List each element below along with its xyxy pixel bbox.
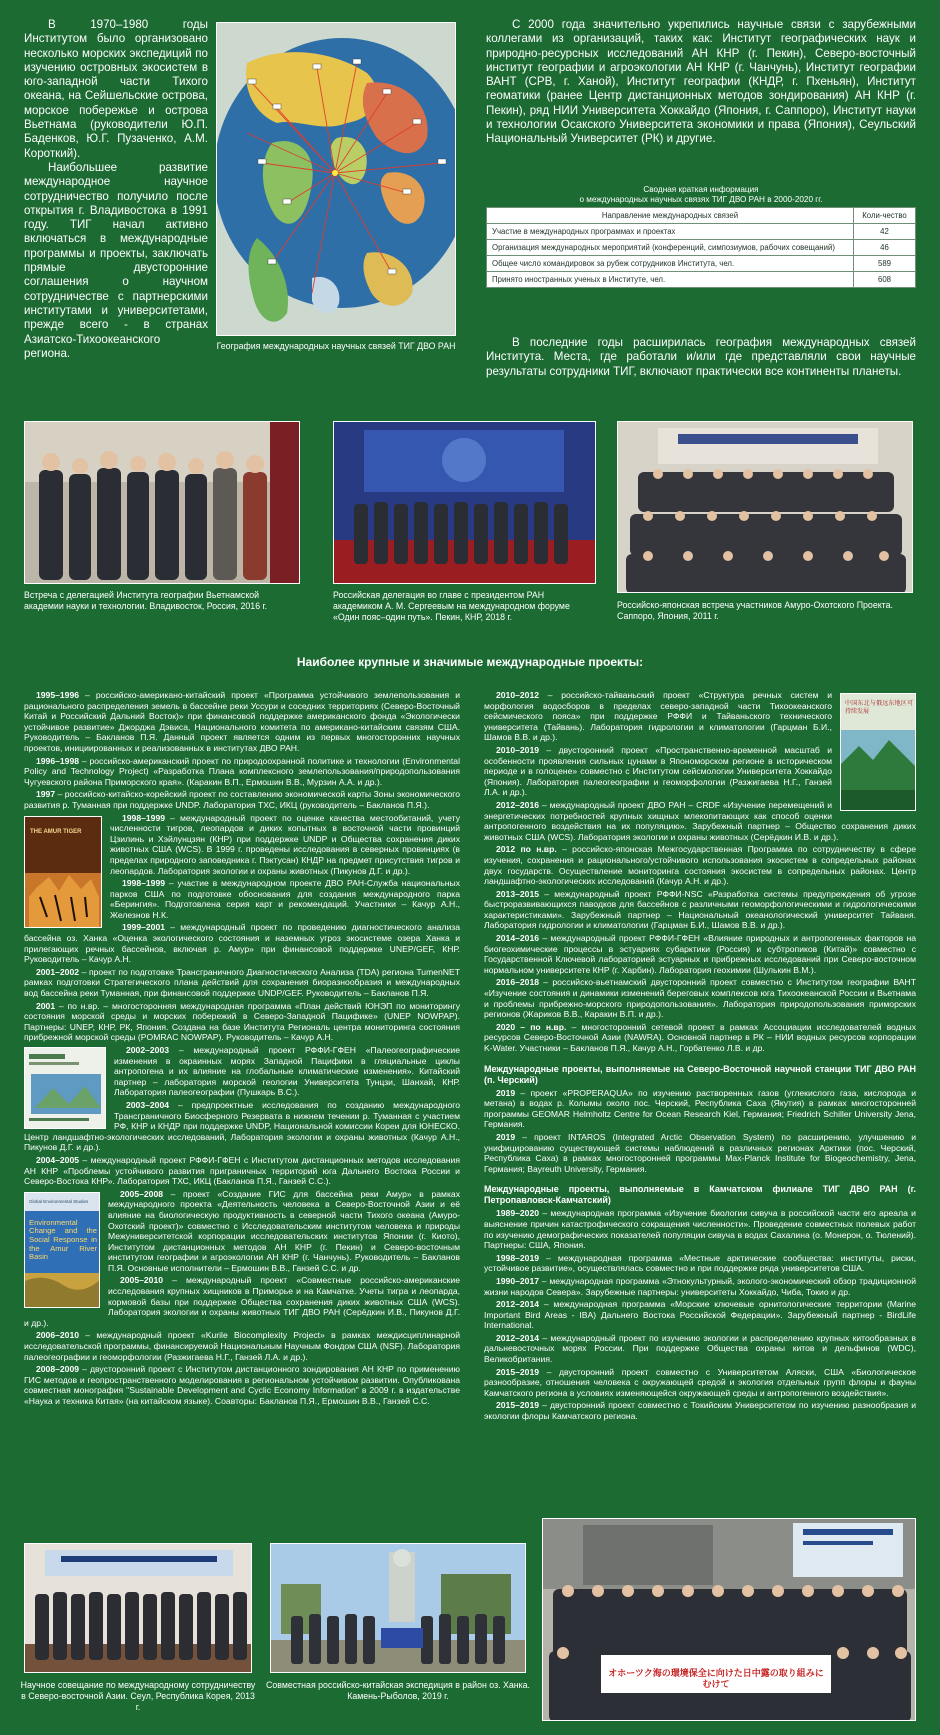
list-item: 2019 – проект INTAROS (Integrated Arctic Observation System) по расширению, улучшению и унифицированию существующей системы наблюдений в различных регионах Арктики (пос. Черский, Республика Саха) в рамках многосторонней программы Max-Planck Institute for Biogeochemistry, Jena, Германия; Bayreuth University, Германия. <box>484 1131 916 1174</box>
photo-caption-khanka: Совместная российско-китайская экспедиция в район оз. Ханка. Камень-Рыболов, 2019 г. <box>266 1680 530 1701</box>
photo-caption-beijing: Российская делегация во главе с президентом РАН академиком А. М. Сергеевым на международном форуме «Один пояс–один путь». Пекин, КНР, 2018 г. <box>333 590 570 622</box>
list-item: 2013–2015 – международный проект РФФИ-NSC «Разработка системы предупреждения об угрозе быстроразвивающихся паводков для бассейнов с различными геоморфологическими и гидрологическими характеристиками». Зарубежный партнер – Национальный океанологический университет Тайваня. Лаборатория гидрологии и климатологии (Гарцман Б.И., Шамов В.В. и др.). <box>484 888 916 931</box>
list-item: 1989–2020 – международная программа «Изучение биологии сивуча в российской части его ареала и выяснение причин катастрофического сокращения численности». Проведение совместных полевых работ по изучению демографических показателей популяции сивуча в водах Сахалина (о. Монерон, о. Тюлений). Партнеры: США, Япония. <box>484 1208 916 1251</box>
list-item: 2005–2010 – международный проект «Совместные российско-американские исследования крупных хищников в Приморье и на Камчатке. Учеты тигра и леопарда, кормовой базы при поддержке Общества сохранения диких животных США (WCS). Лаборатория экологии и охраны животных ТИГ ДВО РАН (Серёдкин И.В., Пикунов Д.Г. и др.). <box>24 1275 460 1328</box>
photo-vietnam-graphic <box>25 422 300 584</box>
table-cell-value: 42 <box>854 224 916 240</box>
table-cell-label: Участие в международных программах и проектах <box>487 224 854 240</box>
photo-beijing-forum <box>333 421 596 584</box>
list-item: 2012–2014 – международный проект по изучению экологии и распределению крупных китообразных в дальневосточных морях России. При поддержке Общества охраны китов и дельфинов (WDC), Великобритания. <box>484 1332 916 1365</box>
left-projects-list <box>24 690 460 1542</box>
chersky-section-title: Международные проекты, выполняемые на Северо-Восточной научной станции ТИГ ДВО РАН (п. Черский) <box>484 1063 916 1085</box>
table-row <box>487 224 916 240</box>
table-header-count: Коли-чество <box>854 208 916 224</box>
book-nowpap-cover <box>24 1047 106 1129</box>
intro-left-text <box>24 18 208 361</box>
list-item: 2015–2019 – двусторонний проект совместно с Токийским Университетом по изучению разнообразия и экологии флоры Камчатского региона. <box>484 1400 916 1422</box>
list-item: 1999–2001 – международный проект по проведению диагностического анализа бассейна оз. Ханка «Оценка экологического состояния и наземных угроз экосистеме озера Ханка и прилегающих речных бассейнов, включая р. Амур» при финансовой поддержке UNEP/GEF, КНР. Руководитель – Качур А.Н. <box>24 922 460 965</box>
list-item: 2015–2019 – двусторонний проект совместно с Университетом Аляски, США «Биологическое разнообразие, отношения человека с окружающей средой и экология отдельных групп флоры и фауны Камчатского региона в условиях изменяющейся окружающей среды и антропогенного воздействия». <box>484 1366 916 1398</box>
projects-heading: Наиболее крупные и значимые международные проекты: <box>296 655 644 669</box>
list-item: 2012–2016 – международный проект ДВО РАН – CRDF «Изучение перемещений и энергетических потребностей крупных хищных млекопитающих как способ оценки антропогенного воздействия на их популяцию». Зарубежный партнер – Общество сохранения диких животных США (WCS). Лаборатория экологии и охраны животных (Серёдкин И.В. и др.). <box>484 799 916 842</box>
photo-caption-seoul: Научное совещание по международному сотрудничеству в Северо-восточной Азии. Сеул, Республика Корея, 2013 г. <box>20 1680 256 1712</box>
okhotsk-banner-text: オホーツク海の環境保全に向けた日中露の取り組みにむけて <box>608 1669 824 1690</box>
geography-paragraph: В последние годы расширилась география международных связей Института. Места, где работали и/или где представляли свои научные результаты сотрудники ТИГ, включают практически все континенты планеты. <box>486 336 916 378</box>
table-row <box>487 240 916 256</box>
table-cell-label: Организация международных мероприятий (конференций, симпозиумов, рабочих совещаний) <box>487 240 854 256</box>
list-item: 2012 по н.вр. – российско-японская Межгосударственная Программа по сотрудничеству в сфере изучения, сохранения и рационального/устойчивого использования экосистем в сопредельных районах двух государств. Осуществление мониторинга состояния экосистем в сопредельных районах. Центр ландшафтно-экологических исследований (Качур А.Н. и др.). <box>484 844 916 887</box>
list-item: 1998–2019 – международная программа «Местные арктические сообщества: институты, риски, устойчивое развитие», осуществлялась совместно и при поддержке ряда университетов США. <box>484 1252 916 1274</box>
book-environmental-change-cover <box>24 1192 100 1308</box>
photo-caption-vietnam: Встреча с делегацией Института географии Вьетнамской академии науки и технологии. Владивосток, Россия, 2016 г. <box>24 590 268 611</box>
map-caption: География международных научных связей ТИГ ДВО РАН <box>216 341 456 351</box>
book-amur-tiger-title: THE AMUR TIGER <box>30 829 82 836</box>
table-cell-label: Общее число командировок за рубеж сотрудников Института, чел. <box>487 256 854 272</box>
photo-caption-sapporo: Российско-японская встреча участников Амуро-Охотского Проекта. Саппоро, Япония, 2011 г. <box>617 600 893 621</box>
list-item: 2006–2010 – международный проект «Kurile Biocomplexity Project» в рамках междисциплинарной исследовательской программы, финансируемой Национальным Научным Фондом США (NSF). Лаборатория палеогеографии и геоморфологии (Разжигаева Н.Г., Ганзей Л.А. и др.). <box>24 1330 460 1362</box>
table-title-line-2: о международных научных связях ТИГ ДВО РАН в 2000-2020 гг. <box>579 195 823 204</box>
table-cell-value: 46 <box>854 240 916 256</box>
list-item: 2001–2002 – проект по подготовке Трансграничного Диагностического Анализа (TDA) региона TumenNET рамках подготовки Стратегического плана действий для сохранения биоразнообразия и международных вод бассейна реки Туманная, при финансовой поддержке UNDP/GEF. Руководитель – Бакланов П.Я. <box>24 966 460 999</box>
list-item: 1998–1999 – участие в международном проекте ДВО РАН-Служба национальных парков США по подготовке обоснования для создания международного парка «Берингия». Подготовлена серия карт и рекомендаций. Участники – Качур А.Н., Железнов Н.К. <box>110 878 460 920</box>
list-item: 2020 – по н.вр. – многосторонний сетевой проект в рамках Ассоциации исследователей водных ресурсов Северо-Восточной Азии (NAWRA). Основной партнер в РК – НИИ водных ресурсов корпорации K-Water. Участники – Бакланов П.Я., Качур А.Н., Горбатенко Л.В. и др. <box>484 1021 916 1053</box>
collaboration-paragraph: С 2000 года значительно укрепились научные связи с зарубежными коллегами из организаций, таких как: Институт географических наук и природно-ресурсных исследований АН КНР (г. Пекин), Северо-восточный институт географии и агроэкологии АН КНР (г. Чанчунь), Институт географии ВАНТ (СРВ, г. Ханой), Институт географии (КНДР, г. Пхеньян), Институт геоматики (ранее Центр дистанционных методов зондирования) АН КНР (г. Пекин), ряд НИИ Университета Хоккайдо (Япония, г. Саппоро), Институт науки и технологии Осакского Университета экономики и права (Япония), Сеульский Национальный Университет (РК) и другие. <box>486 18 916 146</box>
list-item: 1996–1998 – российско-американский проект по природоохранной политике и технологии (Environmental Policy and Technology Project) «Разработка Плана комплексного землепользования/природопользования Чугуевского района Приморского края». (Каракин В.П., Ермошин В.В., Мурзин А.А. и др.). <box>24 755 460 787</box>
table-row <box>487 272 916 288</box>
list-item: 2005–2008 – проект «Создание ГИС для бассейна реки Амур» в рамках международного проекта «Деятельность человека в Северо-Восточной Азии и её влияние на биологическую продуктивность в северной части Тихого океана (Амуро-Охотский проект)» совместно с Исследовательским институтом человека и природы Межуниверситетской корпорации исследовательских институтов Японии (г. Киото), Институтом дистанционных методов АН КНР (г. Пекин) и Северо-восточным институтом географии и агроэкологии АН КНР (г. Чанчунь). Руководитель – Бакланов П.Я. Основные исполнители – Ермошин В.В., Ганзей С.С. и др. <box>108 1188 460 1273</box>
table-cell-value: 589 <box>854 256 916 272</box>
table-title-line-1: Сводная краткая информация <box>643 185 759 194</box>
list-item: 1998–1999 – международный проект по оценке качества местообитаний, учету численности тигров, леопардов и диких копытных в восточной части провинций Цзилинь и Хэйлунцзян (КНР) при поддержке UNDP и Общества сохранения диких животных США (WCS). В 1999 г. проведены исследования в северных провинциях (в пределах природного заповедника г. Пэктусан) КНДР на предмет присутствия тигров и леопардов. Лаборатория экологии и охраны животных (Пикунов Д.Г. и др.). <box>110 812 460 876</box>
book-amur-tiger-cover <box>24 816 102 928</box>
photo-khanka-graphic <box>271 1544 526 1673</box>
list-item: 1995–1996 – российско-американо-китайский проект «Программа устойчивого землепользования и рационального распределения земель в бассейне реки Уссури и соседних территориях (Северо-Восточный Китай и Российский Дальний Восток)» при финансовой поддержке американского фонда «Экологически устойчивое развитие» Джорджа Дэвиса, Национального комитета по американо-китайским связям США. Руководитель – Бакланов П.Я. Данный проект является одним из первых многосторонних научных проектов, инициированных и реализованных в институтах ДВО РАН. <box>24 690 460 753</box>
list-item: 2014–2016 – международный проект РФФИ-ГФЕН «Влияние природных и антропогенных факторов на биогеохимические процессы в эстуариях субарктики (Россия) и субтропиков (Китай)» совместно с Государственной Ключевой лабораторией эстуарных и прибрежных исследований при Северо-восточном нормальном университете КНР (г. Харбин). Лаборатория геохимии (Шулькин В.М.). <box>484 933 916 975</box>
book-nowpap-graphic <box>25 1048 106 1129</box>
list-item: 2010–2012 – российско-тайваньский проект «Структура речных систем и морфология водосборов в пределах северо-западной части Тихоокеанского сейсмического пояса» при поддержке РФФИ и Тайваньского технического университета (Тайвань). Лаборатория гидрологии и климатологии (Гарцман Б.И., Шамов В.В. и др.). <box>484 690 832 743</box>
photo-seoul-graphic <box>25 1544 252 1673</box>
list-item: 2002–2003 – международный проект РФФИ-ГФЕН «Палеогеографические изменения в окраинных морях Западной Пацифики в гляциальные циклы антропогена и их влияние на глобальные климатические изменения». Китайский партнер – лаборатория морской геологии Университета Тунцзи, Шанхай, КНР. Лаборатория палеогеографии (Пушкарь В.С.). <box>114 1045 460 1098</box>
book-chinese-cover <box>840 693 916 811</box>
list-item: 2008–2009 – двусторонний проект с Институтом дистанционного зондирования АН КНР по применению ГИС методов и геопространственного моделирования в региональном устойчивом развитии. Опубликована совместная монография "Sustainable Development and Cyclic Economy Information" в 2009 г. в издательстве «Наука и техника Китая» (на китайском языке). Соавторы: Бакланов П.Я., Ермошин В.В., Ганзей С.С. <box>24 1364 460 1406</box>
book-series-label: Global Environmental Studies <box>29 1198 89 1204</box>
photo-sapporo-graphic <box>618 422 913 593</box>
photo-vietnam-delegation <box>24 421 300 584</box>
book-environmental-change-title: Environmental Change and the Social Response in the Amur River Basin <box>29 1217 97 1262</box>
world-map-image <box>216 22 456 336</box>
list-item: 2016–2018 – российско-вьетнамский двусторонний проект совместно с Институтом географии ВАНТ «Изучение состояния и динамики изменений береговых комплексов юга Тихоокеанской России и Вьетнама и проблемы прибрежно-морского природопользования». Лаборатория природопользования приморских регионов (Жариков В.В., Каракин В.П. и др.). <box>484 977 916 1020</box>
intro-paragraph-2: Наибольшее развитие международное научное сотрудничество получило после открытия г. Владивостока в 1991 году. ТИГ начал активно включаться в международные программы и проекты, заключать прямые двусторонние соглашения о научном сотрудничестве с партнерскими институтами и университетами, прежде всего - в странах Азиатско-Тихоокеанского региона. <box>24 160 208 360</box>
list-item: 2019 – проект «PROPERAQUA» по изучению растворенных газов (углекислого газа, кислорода и метана) в водах р. Колымы около пос. Черский, Республика Саха (Якутия) в рамках многосторонней программы GEOMAR Helmholtz Centre for Ocean Research Kiel, Германия; Friedrich Schiller University Jena, Германия. <box>484 1087 916 1130</box>
photo-seoul-meeting <box>24 1543 252 1673</box>
book-chinese-title: 中国东北与俄远东地区可持续发展 <box>845 700 913 715</box>
list-item: 1997 – российско-китайско-корейский проект по составлению экономической карты Зоны экономического развития р. Туманная при поддержке UNDP. Лаборатория ТХС, ИКЦ (руководитель – Бакланов П.Я.). <box>24 789 460 810</box>
photo-sapporo-meeting <box>617 421 913 593</box>
table-title <box>486 185 916 205</box>
right-projects-list <box>484 690 916 1520</box>
photo-khanka-expedition <box>270 1543 526 1673</box>
intro-paragraph-1: В 1970–1980 годы Институтом было организовано несколько морских экспедиций по изучению островных экосистем в юго-западной части Тихого океана, на Сейшельские острова, морское побережье и острова Вьетнама (руководители Ю.П. Баденков, Ю.Г. Пузаченко, А.М. Короткий). <box>24 18 208 160</box>
intro-right-text <box>486 18 916 147</box>
list-item: 2012–2014 – международная программа «Морские ключевые орнитологические территории (Marine Important Bird Areas - IBA) Дальнего Востока Российской Федерации». Зарубежный партнер - BirdLife International. <box>484 1299 916 1331</box>
table-cell-label: Принято иностранных ученых в Институте, чел. <box>487 272 854 288</box>
world-map-graphic <box>217 23 456 336</box>
photo-beijing-graphic <box>334 422 596 584</box>
table-cell-value: 608 <box>854 272 916 288</box>
list-item: 2003–2004 – предпроектные исследования по созданию международного Трансграничного Биосферного Резервата в нижнем течении р. Туманная с участием РФ, КНР и КНДР при поддержке UNDP, Национальной комиссии Кореи для ЮНЕСКО. Центр ландшафтно-экологических исследований, Лаборатория экологии и охраны животных (Качур А.Н., Пикунов Д.Г. и др.). <box>24 1099 460 1153</box>
summary-table <box>486 207 916 288</box>
list-item: 2004–2005 – международный проект РФФИ-ГФЕН с Институтом дистанционных методов исследования АН КНР «Проблемы устойчивого развития приграничных территорий юга Дальнего Востока России и Северо-Востока КНР». Лаборатория ТХС, ИКЦ (Бакланов П.Я., Ганзей С.С.). <box>24 1154 460 1187</box>
list-item: 2001 – по н.вр. – многосторонняя международная программа «План действий ЮНЭП по мониторингу состояния морской среды и морских побережий в Северо-Западной Пацифике» (UNEP NOWPAP). Партнеры: UNEP, КНР, РК, Япония. Создана на базе Института Региональ центра мониторинга состояния прибрежной морской среды (POMRAC NOWPAP). Руководитель – Качур А.Н. <box>24 1000 460 1043</box>
table-row <box>487 256 916 272</box>
photo-okhotsk-group <box>542 1518 916 1721</box>
list-item: 1990–2017 – международная программа «Этнокультурный, эколого-экономический обзор традиционной жизни народов Севера». Зарубежные партнеры: университеты Хоккайдо, Чиба, Токио и др. <box>484 1275 916 1297</box>
kamchatka-section-title: Международные проекты, выполняемые в Камчатском филиале ТИГ ДВО РАН (г. Петропавловск-Камчатский) <box>484 1184 916 1206</box>
table-header-direction: Направление международных связей <box>487 208 854 224</box>
geography-paragraph-block <box>486 336 916 379</box>
list-item: 2010–2019 – двусторонний проект «Пространственно-временной масштаб и особенности проявления сильных цунами в Япономорском регионе в историческом периоде и в голоцене» совместно с Институтом сейсмологии Университета Хоккайдо (Япония). Лаборатория палеогеографии и геоморфологии (Разжигаева Н.Г., Ганзей Л.А. и др.). <box>484 744 832 798</box>
